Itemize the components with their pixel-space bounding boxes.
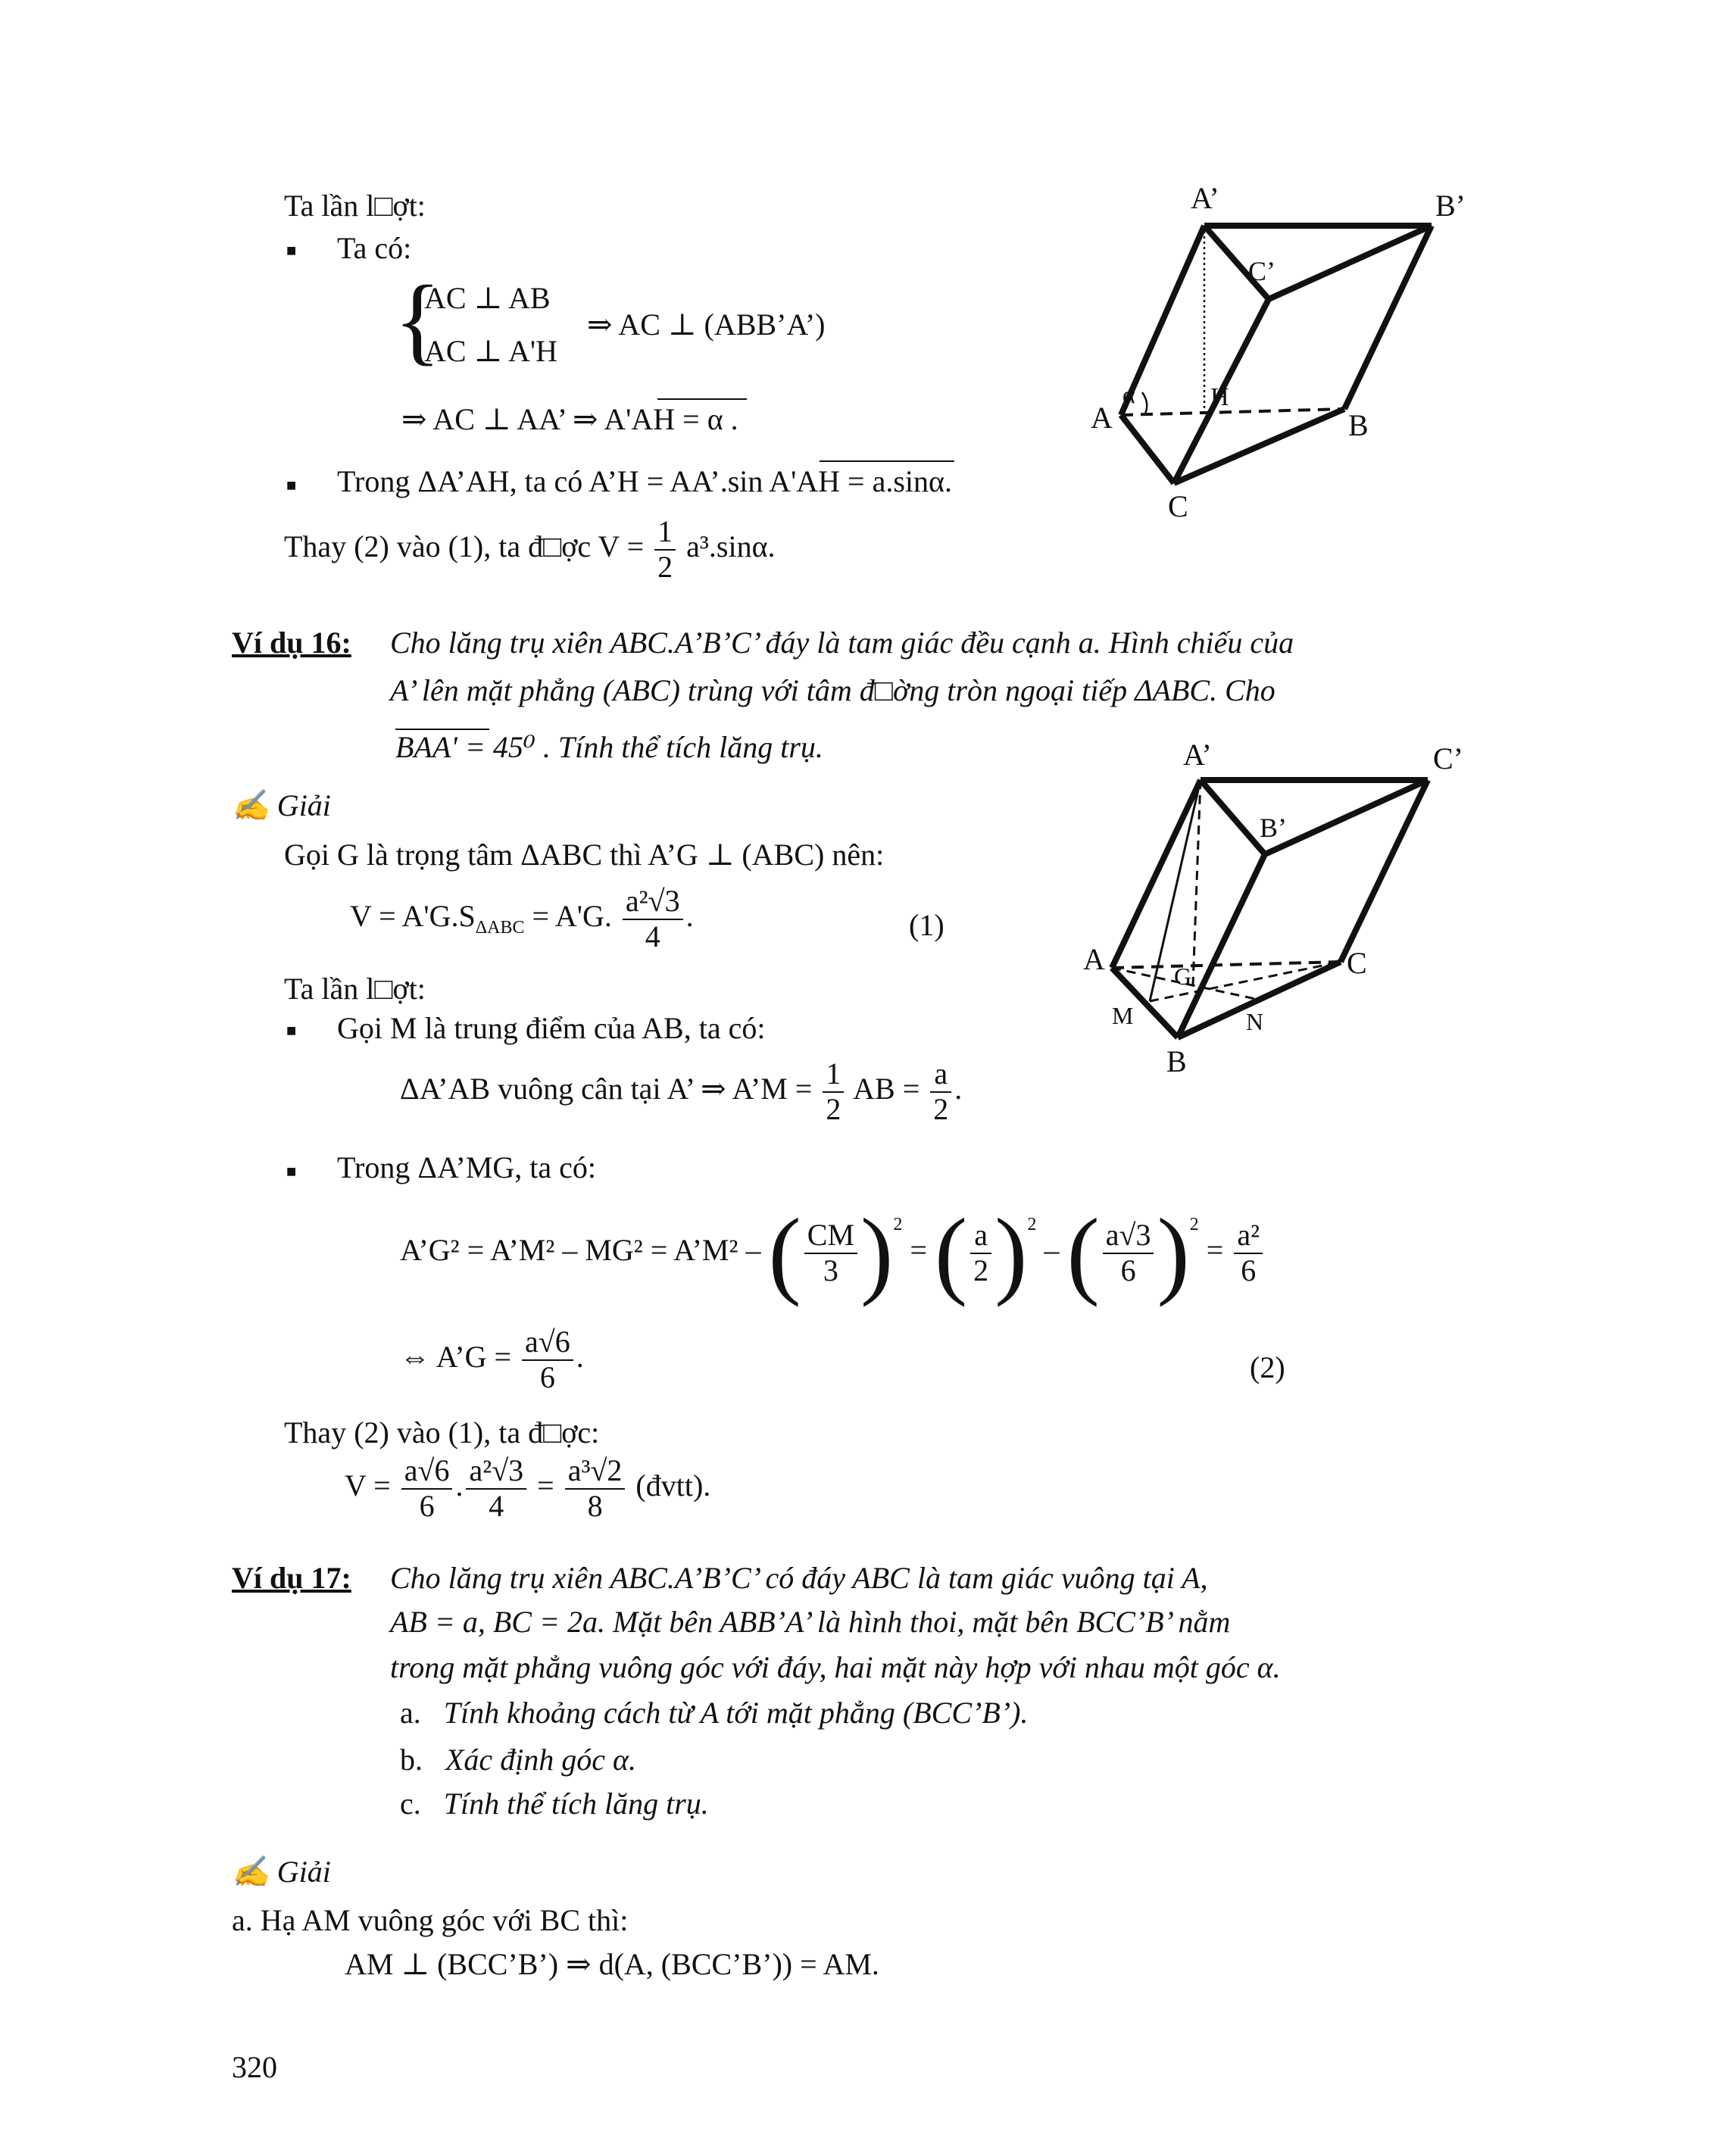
substitution-line: Thay (2) vào (1), ta đ□ợc: — [284, 1415, 600, 1450]
label-n: N — [1246, 1008, 1264, 1035]
solution-line-a: a. Hạ AM vuông góc với BC thì: — [232, 1903, 629, 1937]
denominator: 2 — [826, 1091, 841, 1126]
list-text: Xác định góc α. — [445, 1743, 637, 1777]
fraction — [1103, 1219, 1154, 1288]
example-16-heading: Ví dụ 16: — [232, 626, 351, 660]
fraction — [1234, 1219, 1263, 1288]
equals: = — [910, 1233, 927, 1268]
label-c1: C’ — [1248, 256, 1275, 286]
substitution-line — [284, 515, 776, 585]
denominator: 2 — [973, 1253, 989, 1287]
volume-prefix: V = A'G.S — [350, 898, 476, 933]
numerator: CM — [804, 1219, 857, 1254]
label-alpha: α — [1122, 381, 1135, 408]
am-mid: AB = — [853, 1071, 920, 1106]
ag-end: . — [576, 1339, 584, 1374]
numerator: a³√2 — [565, 1454, 626, 1490]
equals: = — [537, 1468, 554, 1503]
paren-left: ( — [1066, 1199, 1100, 1308]
edge-c1c — [1341, 780, 1428, 962]
denominator: 4 — [645, 919, 660, 953]
paren-right: ) — [1157, 1199, 1190, 1308]
solution-label: ✍ Giải — [232, 788, 331, 822]
bullet-icon: ■ — [286, 1021, 297, 1040]
v2-prefix: V = — [345, 1468, 391, 1503]
numerator: a² — [1234, 1219, 1263, 1254]
list-marker: c. — [400, 1787, 421, 1821]
label-c: C — [1168, 489, 1188, 523]
solution-label: ✍ Giải — [232, 1855, 331, 1889]
example-16-line-3: BAA' = 45⁰ . Tính thể tích lăng trụ. — [395, 730, 823, 764]
list-marker: a. — [400, 1696, 421, 1730]
angle-bar — [820, 460, 954, 462]
label-c: C — [1347, 946, 1367, 980]
label-b1: B’ — [1260, 813, 1287, 843]
substitution-suffix: a³.sinα. — [686, 529, 776, 563]
list-marker: b. — [400, 1743, 423, 1777]
am-prefix: ΔA’AB vuông cân tại A’ ⇒ A’M = — [400, 1071, 813, 1106]
paren-right: ) — [860, 1199, 894, 1308]
volume-mid: = A'G. — [524, 898, 612, 933]
edge-cb — [1174, 409, 1344, 483]
edge-ac — [1121, 415, 1174, 483]
numerator: a√6 — [401, 1454, 453, 1490]
dot: . — [455, 1468, 464, 1503]
intro-text: Ta lần l□ợt: — [284, 189, 426, 223]
ag-formula — [400, 1325, 584, 1395]
example-16-line-1: Cho lăng trụ xiên ABC.A’B’C’ đáy là tam giác đều cạnh a. Hình chiếu của — [390, 626, 1294, 660]
edge-b1b — [1344, 226, 1432, 409]
denominator: 4 — [489, 1488, 504, 1523]
bullet-icon: ■ — [286, 1162, 297, 1181]
numerator: a√3 — [1103, 1219, 1154, 1254]
fraction — [401, 1454, 453, 1524]
fraction — [654, 515, 676, 585]
ag-prefix: ⇔ A’G = — [400, 1339, 512, 1374]
equation-number-2: (2) — [1250, 1350, 1285, 1384]
edge-a1b1 — [1201, 780, 1265, 854]
volume-formula: $V = A'G.S_{\Delta ABC} = A'G$. $\frac{\text{a²√3}}{4}$ . — [350, 884, 694, 953]
substitution-prefix: Thay (2) vào (1), ta đ□ợc V = — [284, 529, 645, 563]
numerator: a — [970, 1219, 991, 1254]
example-17-heading: Ví dụ 17: — [232, 1561, 351, 1595]
edge-b1c1 — [1265, 780, 1428, 854]
label-a1: A’ — [1191, 181, 1219, 215]
numerator: a√6 — [522, 1325, 573, 1361]
denominator: 6 — [1241, 1253, 1257, 1287]
system-line-1: AC ⊥ AB — [424, 281, 551, 315]
bullet-text: Trong ΔA’MG, ta có: — [337, 1150, 597, 1184]
numerator: 1 — [654, 515, 676, 551]
solution-line-b: AM ⊥ (BCC’B’) ⇒ d(A, (BCC’B’)) = AM. — [345, 1947, 879, 1981]
fraction — [970, 1219, 991, 1288]
label-c1: C’ — [1433, 741, 1463, 775]
numerator: a²√3 — [623, 885, 683, 920]
figure-prism-1 — [1060, 174, 1530, 538]
list-item — [400, 1695, 1028, 1731]
figure-prism-2 — [1060, 735, 1530, 1083]
page-number: 320 — [232, 2050, 277, 2084]
angle-bar — [395, 729, 489, 730]
angle-arc — [1142, 392, 1147, 413]
label-h: H — [1210, 383, 1229, 411]
fraction — [623, 885, 683, 954]
denominator: 3 — [823, 1253, 838, 1287]
label-b1: B’ — [1435, 189, 1466, 223]
angle-bar — [657, 398, 747, 400]
denominator: 8 — [587, 1488, 603, 1523]
equals: = — [1206, 1233, 1224, 1268]
fraction — [565, 1454, 626, 1524]
bullet-text: Trong ΔA’AH, ta có A’H = AA’.sin A'AH = a.sinα. — [337, 464, 952, 498]
denominator: 2 — [933, 1091, 949, 1126]
bullet-icon: ■ — [286, 241, 297, 260]
example-17-line-2: AB = a, BC = 2a. Mặt bên ABB’A’ là hình thoi, mặt bên BCC’B’ nằm — [390, 1605, 1231, 1639]
minus: – — [1044, 1233, 1060, 1268]
unit: (đvtt). — [635, 1468, 711, 1503]
am-end: . — [954, 1071, 963, 1106]
left-brace: { — [394, 266, 442, 375]
paren-left: ( — [934, 1199, 968, 1308]
edge-a1a — [1112, 780, 1201, 968]
exponent: 2 — [1027, 1215, 1037, 1235]
fraction — [522, 1325, 573, 1395]
example-17-line-1: Cho lăng trụ xiên ABC.A’B’C’ có đáy ABC là tam giác vuông tại A, — [390, 1561, 1208, 1595]
label-m: M — [1112, 1002, 1134, 1029]
ag-squared-formula — [400, 1199, 1266, 1308]
ag2-prefix: A’G² = A’M² – MG² = A’M² – — [400, 1233, 761, 1268]
example-17-line-3: trong mặt phẳng vuông góc với đáy, hai mặt này hợp với nhau một góc α. — [390, 1650, 1281, 1684]
paren-right: ) — [994, 1199, 1028, 1308]
list-item — [400, 1742, 636, 1778]
denominator: 6 — [1120, 1253, 1136, 1287]
denominator: 6 — [539, 1359, 555, 1394]
list-text: Tính khoảng cách từ A tới mặt phẳng (BCC’B’). — [443, 1696, 1029, 1730]
paren-left: ( — [768, 1199, 801, 1308]
list-item — [400, 1786, 709, 1822]
numerator: a²√3 — [466, 1454, 526, 1490]
edge-ab-hidden — [1121, 409, 1344, 415]
bullet-text: Gọi M là trung điểm của AB, ta có: — [337, 1011, 766, 1045]
fraction — [930, 1057, 951, 1127]
label-a1: A’ — [1183, 738, 1212, 772]
label-g: G — [1174, 963, 1192, 990]
intro-text: Ta lần l□ợt: — [284, 972, 426, 1006]
label-b: B — [1166, 1044, 1187, 1078]
denominator: 6 — [419, 1488, 435, 1523]
denominator: 2 — [657, 549, 673, 584]
exponent: 2 — [893, 1215, 903, 1235]
fraction — [804, 1219, 857, 1288]
label-b: B — [1348, 408, 1369, 442]
system-line-2: AC ⊥ A'H — [424, 334, 557, 368]
final-volume-formula — [345, 1454, 710, 1524]
numerator: 1 — [823, 1057, 844, 1093]
implication-line: ⇒ AC ⊥ AA’ ⇒ A'AH = α . — [401, 402, 738, 436]
fraction — [823, 1057, 844, 1127]
volume-subscript: ΔABC — [475, 917, 525, 938]
example-16-line-2: A’ lên mặt phẳng (ABC) trùng với tâm đ□ờng tròn ngoại tiếp ΔABC. Cho — [390, 673, 1275, 707]
exponent: 2 — [1189, 1215, 1199, 1235]
numerator: a — [930, 1057, 951, 1093]
equation-number-1: (1) — [909, 908, 944, 942]
edge-c1b1 — [1269, 226, 1432, 299]
am-formula — [400, 1057, 962, 1127]
bullet-icon: ■ — [286, 476, 297, 495]
solution-line-1: Gọi G là trọng tâm ΔABC thì A’G ⊥ (ABC) nên: — [284, 838, 885, 872]
list-text: Tính thể tích lăng trụ. — [443, 1787, 709, 1821]
edge-ac-hidden — [1112, 962, 1341, 968]
system-result: ⇒ AC ⊥ (ABB’A’) — [587, 307, 826, 342]
fraction — [466, 1454, 526, 1524]
label-a: A — [1091, 401, 1113, 435]
bullet-text: Ta có: — [337, 231, 412, 265]
label-a: A — [1083, 942, 1105, 976]
